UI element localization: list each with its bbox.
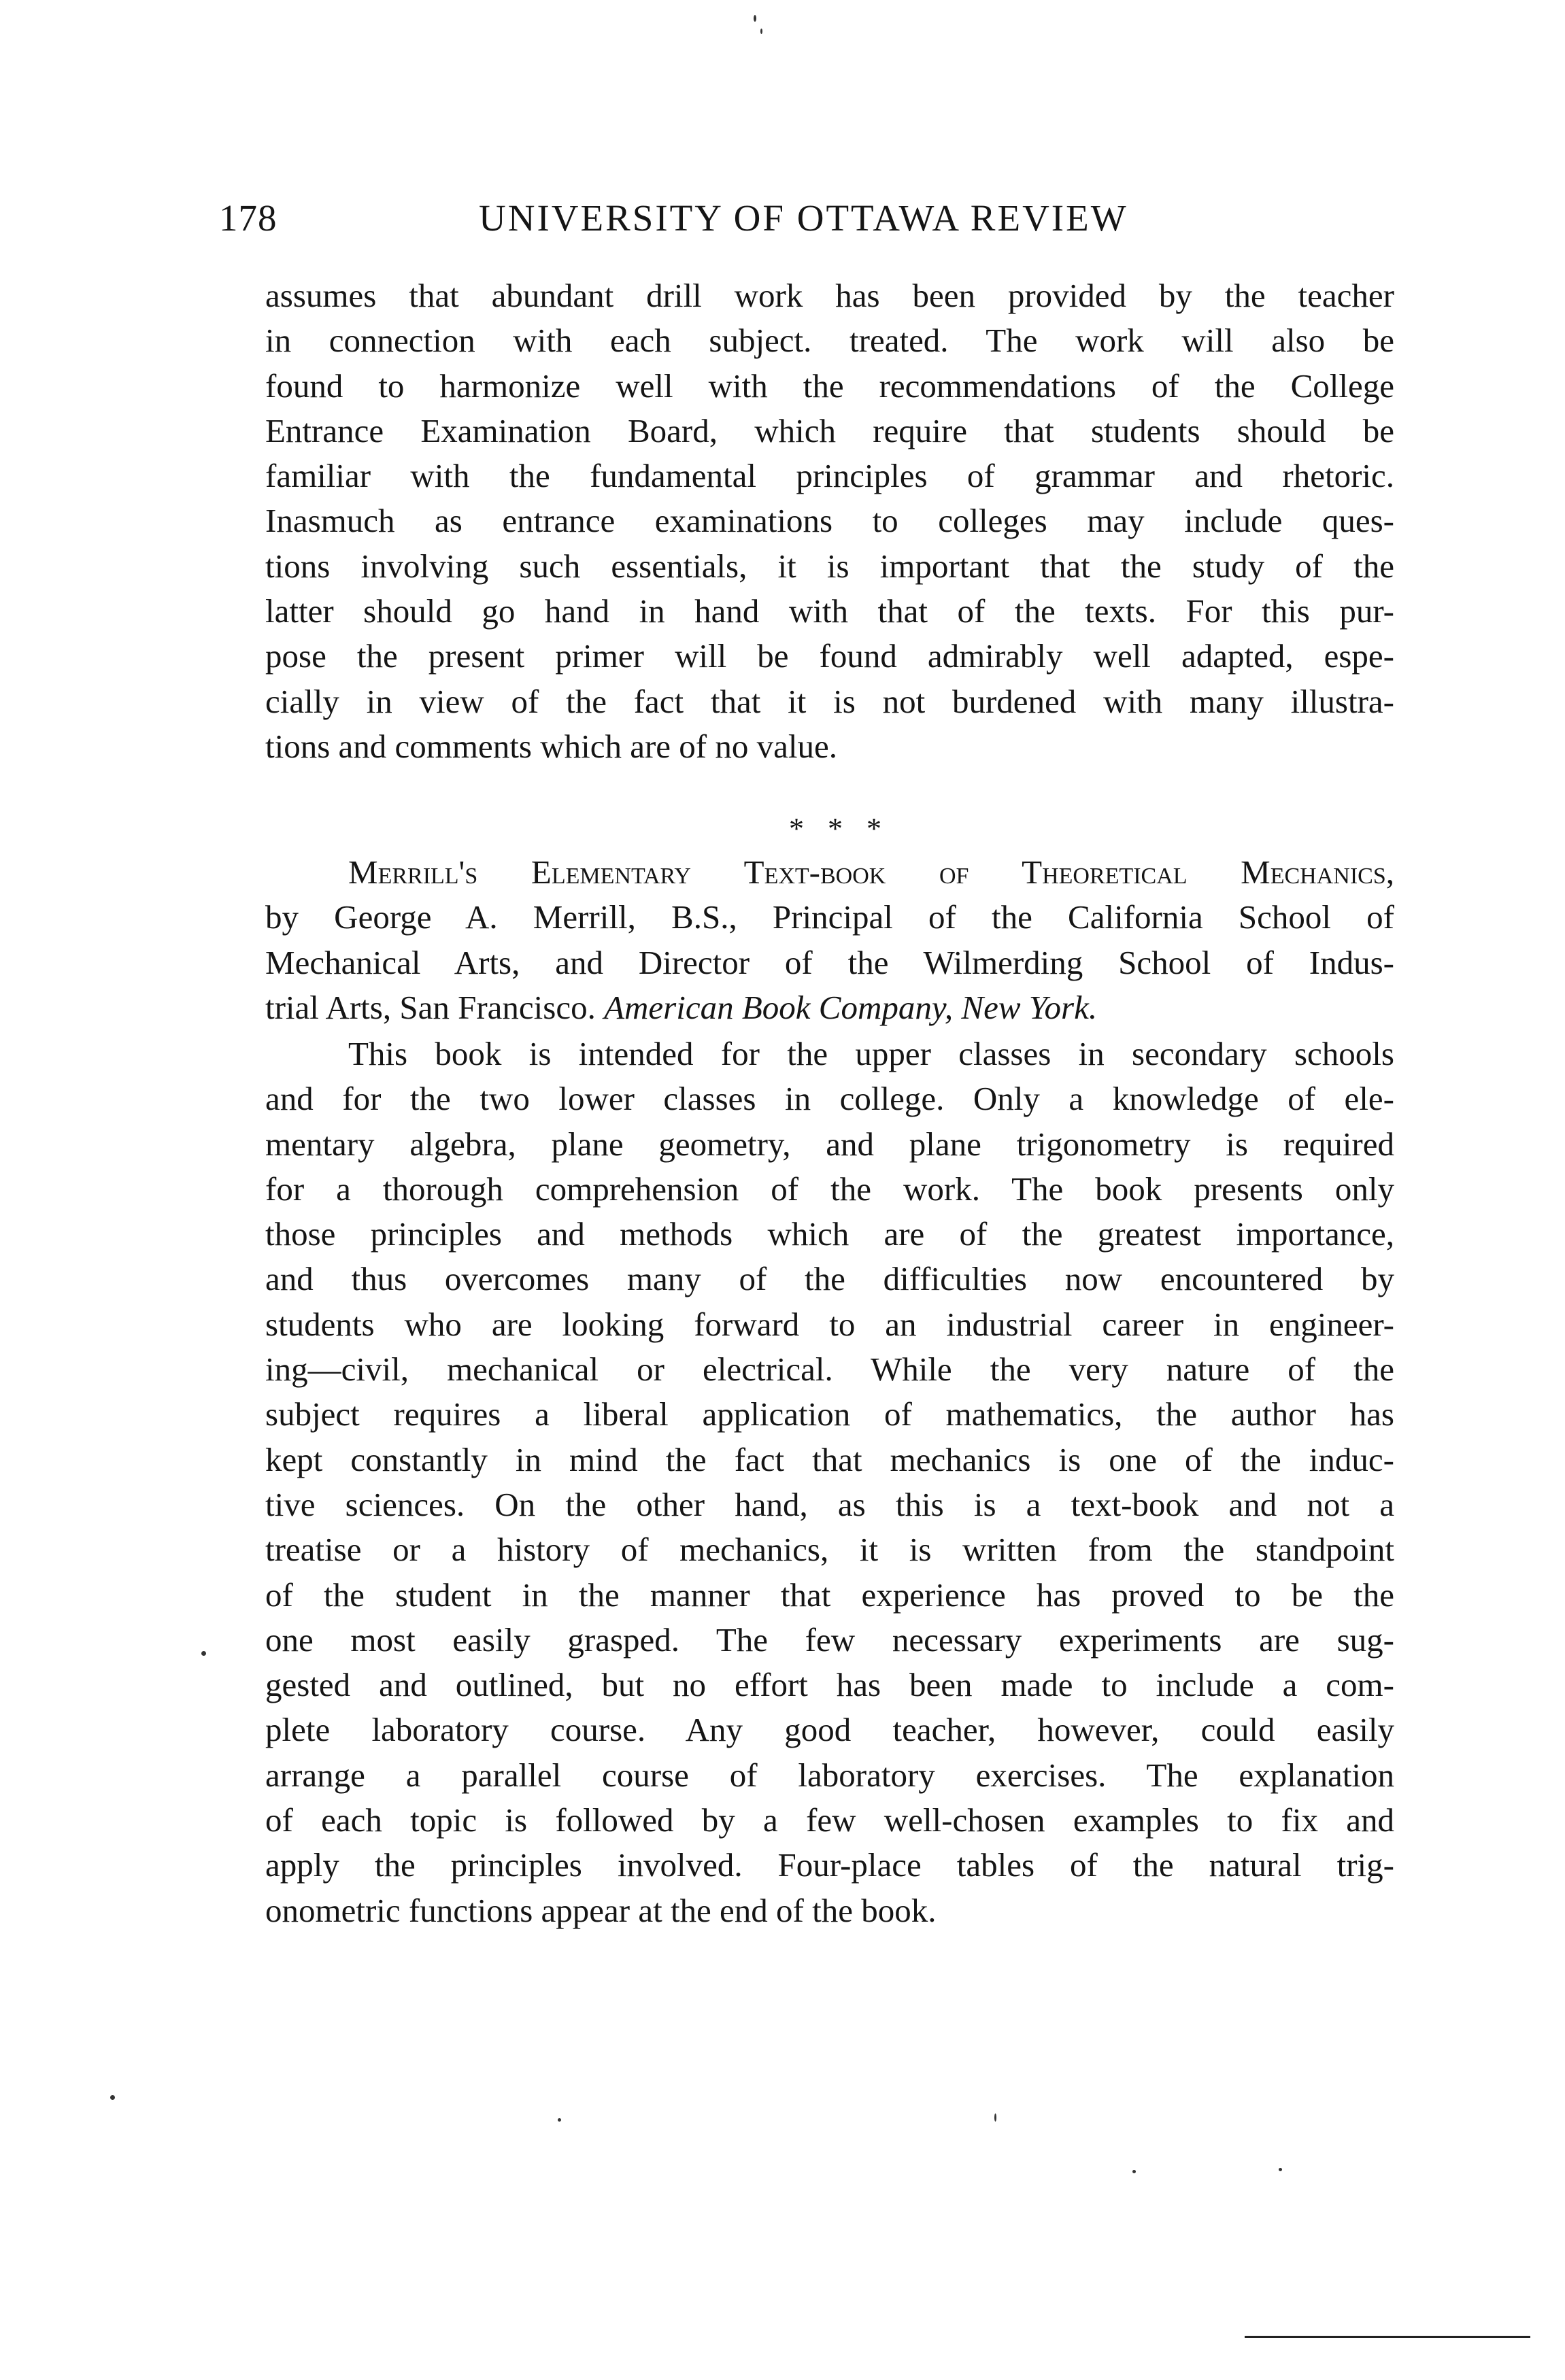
page-number: 178 <box>219 197 277 239</box>
continued-paragraph <box>265 273 1394 769</box>
text-line: students who are looking forward to an industrial career in engineer- <box>265 1305 1394 1343</box>
text-line: of each topic is followed by a few well-chosen examples to fix and <box>265 1801 1394 1839</box>
text-line: subject requires a liberal application of mathematics, the author has <box>265 1395 1394 1433</box>
text-line: apply the principles involved. Four-place tables of the natural trig- <box>265 1846 1394 1884</box>
publisher: American Book Company, New York. <box>604 988 1098 1026</box>
text-line: plete laboratory course. Any good teacher, however, could easily <box>265 1711 1394 1749</box>
text-line: This book is intended for the upper classes in secondary schools <box>348 1035 1394 1072</box>
location-text: trial Arts, San Francisco. <box>265 988 605 1026</box>
text-line: of the student in the manner that experience has proved to be the <box>265 1576 1394 1614</box>
text-line: mentary algebra, plane geometry, and plane trigonometry is required <box>265 1125 1394 1163</box>
scan-speck <box>760 29 762 34</box>
page-header <box>219 191 1185 252</box>
text-line: one most easily grasped. The few necessary experiments are sug- <box>265 1620 1394 1659</box>
review-body <box>265 1032 1394 1933</box>
text-line: gested and outlined, but no effort has been made to include a com- <box>265 1666 1394 1704</box>
text-line: Mechanical Arts, and Director of the Wilmerding School of Indus- <box>265 943 1394 981</box>
text-line: kept constantly in mind the fact that mechanics is one of the induc- <box>265 1440 1394 1478</box>
text-line: for a thorough comprehension of the work. The book presents only <box>265 1170 1394 1208</box>
book-details <box>265 895 1394 1030</box>
text-line: cially in view of the fact that it is not burdened with many illustra- <box>265 682 1394 720</box>
text-line: by George A. Merrill, B.S., Principal of the California School of <box>265 898 1394 936</box>
scan-speck <box>558 2118 561 2122</box>
text-line: pose the present primer will be found admirably well adapted, espe- <box>265 637 1394 675</box>
scan-speck <box>994 2113 996 2122</box>
text-line: arrange a parallel course of laboratory exercises. The explanation <box>265 1756 1394 1794</box>
scan-speck <box>1132 2170 1136 2173</box>
text-line: onometric functions appear at the end of the book. <box>265 1891 937 1929</box>
text-line: latter should go hand in hand with that of the texts. For this pur- <box>265 592 1394 630</box>
text-line: those principles and methods which are of the greatest importance, <box>265 1215 1394 1253</box>
scan-speck <box>201 1651 206 1656</box>
text-line: familiar with the fundamental principles of grammar and rhetoric. <box>265 457 1394 495</box>
running-title: UNIVERSITY OF OTTAWA REVIEW <box>479 197 1128 239</box>
text-line: Inasmuch as entrance examinations to colleges may include ques- <box>265 502 1394 540</box>
scan-speck <box>1279 2168 1282 2171</box>
text-line: in connection with each subject. treated. The work will also be <box>265 322 1394 360</box>
book-title: Merrill's Elementary Text-book of Theoretical Mechanics, <box>348 853 1394 891</box>
book-title-line <box>265 850 1394 895</box>
text-line: Entrance Examination Board, which require that students should be <box>265 411 1394 449</box>
section-separator: * * * <box>789 812 890 845</box>
text-line: and for the two lower classes in college. Only a knowledge of ele- <box>265 1080 1394 1118</box>
scan-edge-line <box>1245 2336 1530 2338</box>
scan-speck <box>110 2095 115 2100</box>
text-line: found to harmonize well with the recommendations of the College <box>265 367 1394 405</box>
text-line: ing—civil, mechanical or electrical. While the very nature of the <box>265 1350 1394 1389</box>
text-line: tions involving such essentials, it is important that the study of the <box>265 547 1394 585</box>
text-line: treatise or a history of mechanics, it is written from the standpoint <box>265 1531 1394 1569</box>
text-line: tive sciences. On the other hand, as this is a text-book and not a <box>265 1485 1394 1523</box>
text-line: tions and comments which are of no value. <box>265 727 837 765</box>
scan-speck <box>754 15 756 22</box>
text-line: assumes that abundant drill work has been provided by the teacher <box>265 277 1394 314</box>
review-heading <box>265 850 1394 1030</box>
text-line <box>265 985 1394 1030</box>
text-line: and thus overcomes many of the difficulties now encountered by <box>265 1260 1394 1298</box>
